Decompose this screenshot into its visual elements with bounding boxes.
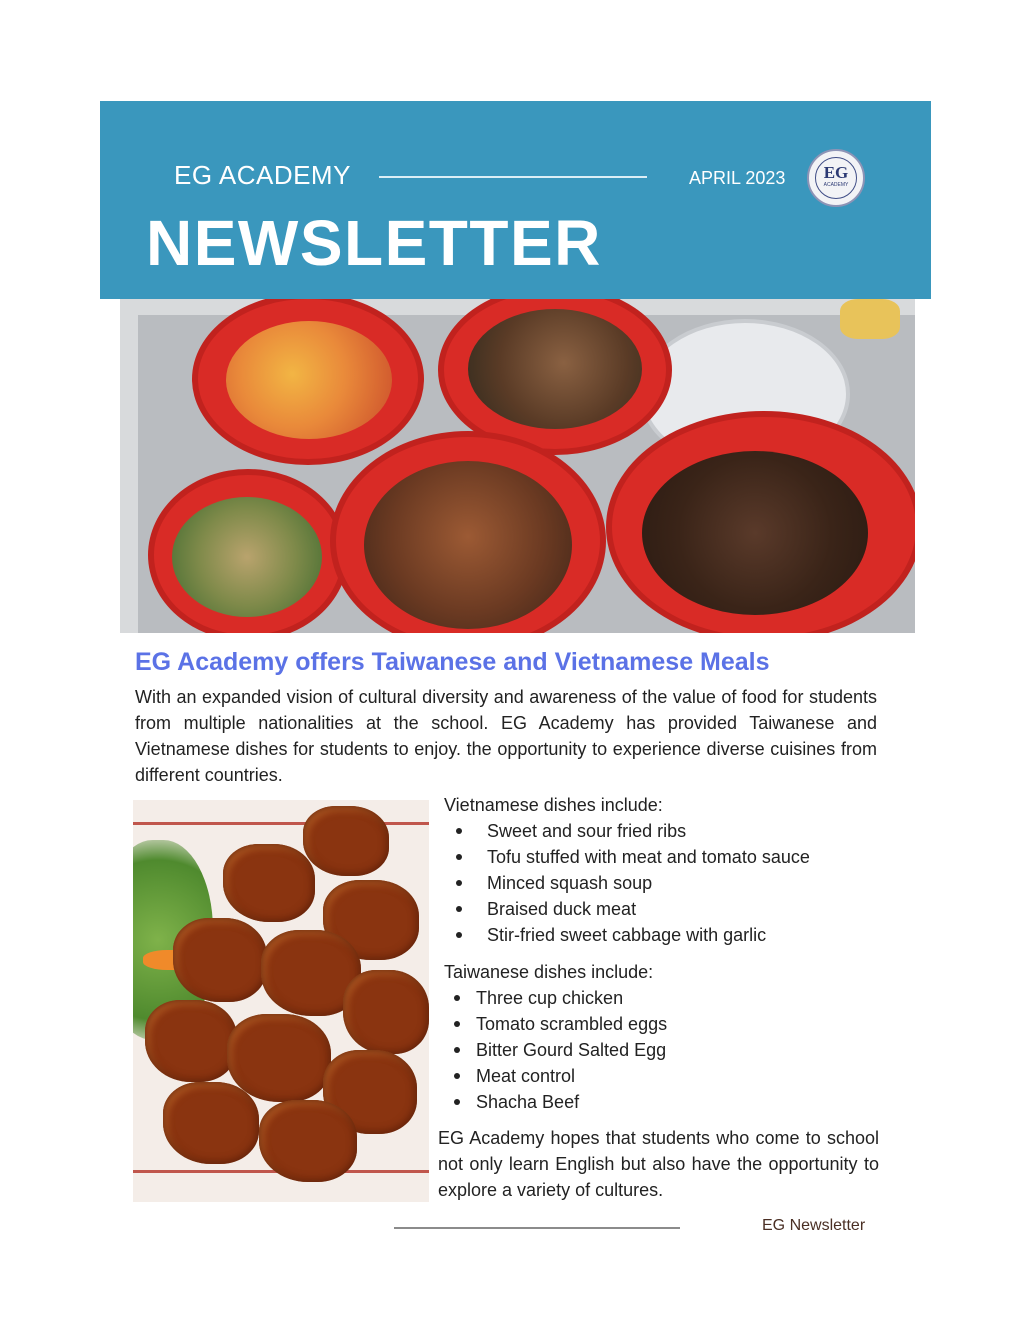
footer-label: EG Newsletter [762,1217,866,1234]
tray-rim-left [120,299,138,633]
vietnamese-dish-list [456,818,810,948]
list-item [454,1089,667,1115]
bullet-icon [456,932,462,938]
rib-piece [227,1014,331,1102]
braised-pork-fill [364,461,572,629]
rib-piece [173,918,267,1002]
bullet-icon [454,1021,460,1027]
dish-name: Tofu stuffed with meat and tomato sauce [487,847,810,867]
list-item [456,818,810,844]
rib-piece [223,844,315,922]
list-item [456,844,810,870]
footer-divider [394,1227,680,1229]
bullet-icon [454,995,460,1001]
dish-name: Sweet and sour fried ribs [487,821,687,841]
dish-name: Shacha Beef [476,1092,580,1112]
article-intro: With an expanded vision of cultural diversity and awareness of the value of food for students from multiple nationalities at the school. EG Academy has provided Taiwanese and Vietnamese dishes for students to enjoy. the opportunity to experience diverse cuisines from different countries. [135,687,877,785]
bitter-gourd-fill [172,497,322,617]
masthead-title: NEWSLETTER [146,207,602,279]
academy-seal-logo [807,149,865,207]
list-item [454,985,667,1011]
bullet-icon [454,1099,460,1105]
header-divider [379,176,647,178]
bullet-icon [456,880,462,886]
seal-initials: EG [823,163,849,182]
seal-inner-ring [815,157,857,199]
bullet-icon [456,828,462,834]
rib-piece [259,1100,357,1182]
dish-name: Stir-fried sweet cabbage with garlic [487,925,767,945]
bowl-bitter-gourd [148,469,348,633]
list-item [456,922,810,948]
tomato-eggs-fill [226,321,392,439]
dish-name: Meat control [476,1066,576,1086]
bullet-icon [456,906,462,912]
taiwanese-list-title: Taiwanese dishes include: [444,962,654,982]
dish-name: Braised duck meat [487,899,637,919]
bullet-icon [456,854,462,860]
rib-piece [163,1082,259,1164]
dish-name: Three cup chicken [476,988,624,1008]
rib-piece [343,970,429,1054]
chicken-fill [468,309,642,429]
vietnamese-list-title: Vietnamese dishes include: [444,795,663,815]
list-item [454,1063,667,1089]
bowl-shacha-beef [606,411,915,633]
academy-name: EG ACADEMY [174,160,351,190]
article-headline: EG Academy offers Taiwanese and Vietnamese Meals [135,648,770,676]
list-item [456,896,810,922]
sweet-sour-ribs-photo [133,800,429,1202]
rib-piece [303,806,389,876]
rib-piece [145,1000,237,1082]
newsletter-header [100,101,931,299]
list-item [454,1037,667,1063]
bullet-icon [454,1073,460,1079]
dish-name: Minced squash soup [487,873,653,893]
list-item [456,870,810,896]
dish-name: Tomato scrambled eggs [476,1014,668,1034]
dish-name: Bitter Gourd Salted Egg [476,1040,667,1060]
bowl-braised-pork [330,431,606,633]
taiwanese-dish-list [454,985,667,1115]
bullet-icon [454,1047,460,1053]
seal-subtext: ACADEMY [823,182,849,188]
issue-date: APRIL 2023 [689,168,786,188]
bowl-tomato-eggs [192,299,424,465]
shacha-beef-fill [642,451,868,615]
fruit-slice [840,299,900,339]
closing-paragraph: EG Academy hopes that students who come to school not only learn English but also have the opportunity to explore a variety of cultures. [438,1128,879,1200]
list-item [454,1011,667,1037]
meal-tray-photo [120,299,915,633]
